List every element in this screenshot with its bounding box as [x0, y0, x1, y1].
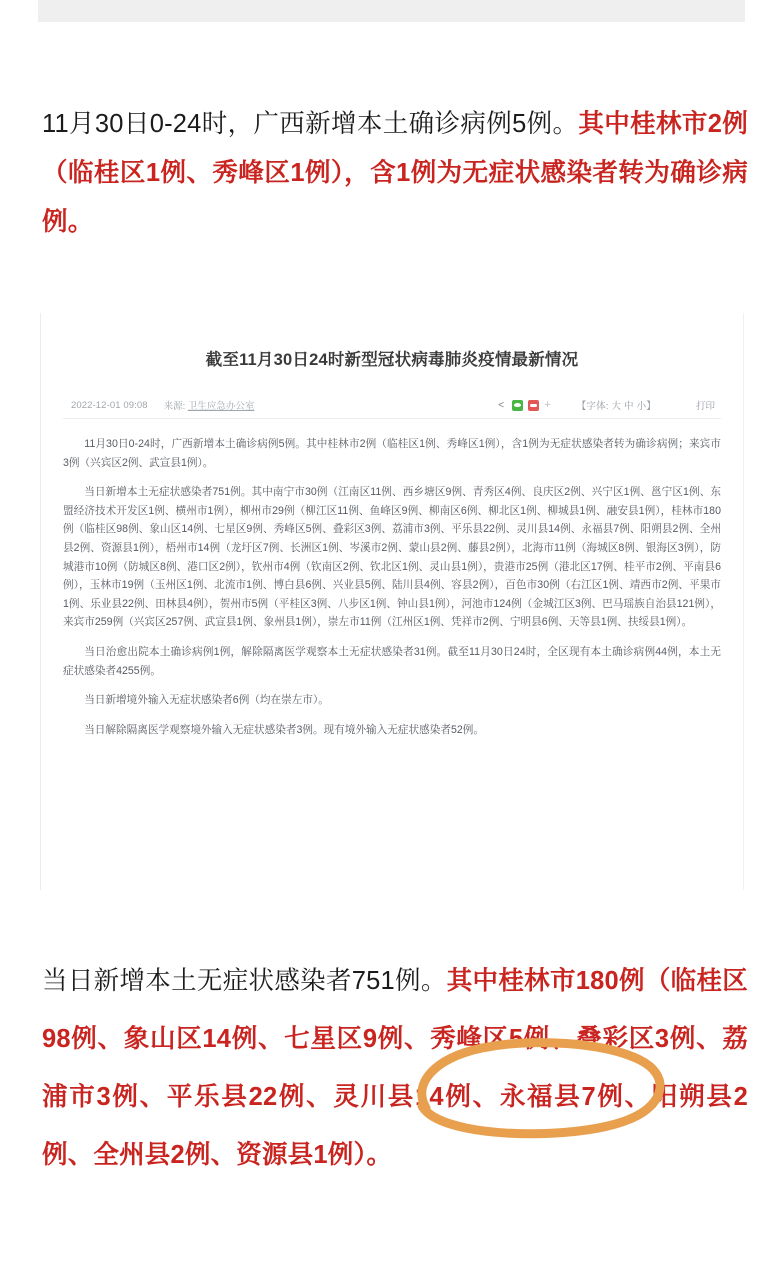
weibo-icon[interactable]	[528, 400, 539, 411]
share-icon[interactable]: <	[498, 399, 505, 411]
announcement-paragraph: 11月30日0-24时，广西新增本土确诊病例5例。其中桂林市2例（临桂区1例、秀峰区1例），含1例为无症状感染者转为确诊病例；来宾市3例（兴宾区2例、武宣县1例）。	[63, 438, 721, 469]
announcement-paragraph: 当日解除隔离医学观察境外输入无症状感染者3例。现有境外输入无症状感染者52例。	[84, 723, 485, 736]
announcement-paragraph: 当日新增本土无症状感染者751例。其中南宁市30例（江南区11例、西乡塘区9例、青秀区4例、良庆区2例、兴宁区1例、邕宁区1例、东盟经济技术开发区1例、横州市1例），柳州市29例（柳江区11例、鱼峰区9例、柳南区6例、柳北区1例、柳城县1例、融安县1例），桂林市180例（临桂区98例、象山区14例、七星区9例、秀峰区5例、叠彩区3例、荔浦市3例、平乐县22例、灵川县14例、永福县7例、阳朔县2例、全州县2例、资源县1例），梧州市14例（龙圩区7例、长洲区1例、岑溪市2例、蒙山县2例、藤县2例），北海市11例（海城区8例、银海区3例），防城港市10例（防城区8例、港口区2例），钦州市4例（钦南区2例、钦北区1例、灵山县1例），贵港市25例（港北区17例、桂平市2例、平南县6例），玉林市19例（玉州区1例、北流市1例、博白县6例、兴业县5例、陆川县4例、容县2例），百色市30例（右江区1例、靖西市2例、平果市1例、乐业县22例、田林县4例），贺州市5例（平桂区3例、八步区1例、钟山县1例），河池市124例（金城江区3例、巴马瑶族自治县121例），来宾市259例（兴宾区257例、武宣县1例、象州县1例），崇左市11例（江州区1例、凭祥市2例、宁明县6例、天等县1例、扶绥县1例）。	[63, 486, 721, 629]
font-size-control[interactable]: 【字体: 大 中 小】	[576, 401, 656, 412]
plus-icon[interactable]: +	[544, 398, 551, 411]
share-icon-group	[498, 400, 550, 411]
announcement-body	[63, 435, 721, 739]
outro-plain-text: 当日新增本土无症状感染者751例。	[42, 967, 447, 995]
outro-highlight-text: 其中桂林市180例（临桂区98例、象山区14例、七星区9例、秀峰区5例、叠彩区3例、荔浦市3例、平乐县22例、灵川县14例、永福县7例、阳朔县2例、全州县2例、资源县1例）。	[42, 967, 748, 1169]
top-grey-band	[38, 0, 745, 22]
intro-paragraph	[42, 100, 748, 247]
intro-plain-text: 11月30日0-24时，广西新增本土确诊病例5例。	[42, 110, 579, 138]
intro-highlight-text: 其中桂林市2例（临桂区1例、秀峰区1例），含1例为无症状感染者转为确诊病例。	[42, 110, 748, 236]
announcement-meta-bar	[63, 392, 721, 419]
announcement-content	[41, 313, 743, 890]
outro-paragraph	[42, 952, 748, 1184]
announcement-title: 截至11月30日24时新型冠状病毒肺炎疫情最新情况	[205, 351, 579, 369]
announcement-paragraph: 当日新增境外输入无症状感染者6例（均在崇左市）。	[84, 694, 329, 707]
print-button[interactable]: 打印	[695, 401, 715, 412]
wechat-icon[interactable]	[512, 400, 523, 411]
source-prefix: 来源:	[163, 401, 186, 412]
embedded-announcement-card	[40, 313, 744, 890]
source-label	[164, 398, 255, 412]
publish-date: 2022-12-01 09:08	[71, 399, 148, 411]
source-value[interactable]: 卫生应急办公室	[187, 401, 255, 412]
announcement-paragraph: 当日治愈出院本土确诊病例1例，解除隔离医学观察本土无症状感染者31例。截至11月30日24时，全区现有本土确诊病例44例，本土无症状感染者4255例。	[63, 645, 721, 677]
